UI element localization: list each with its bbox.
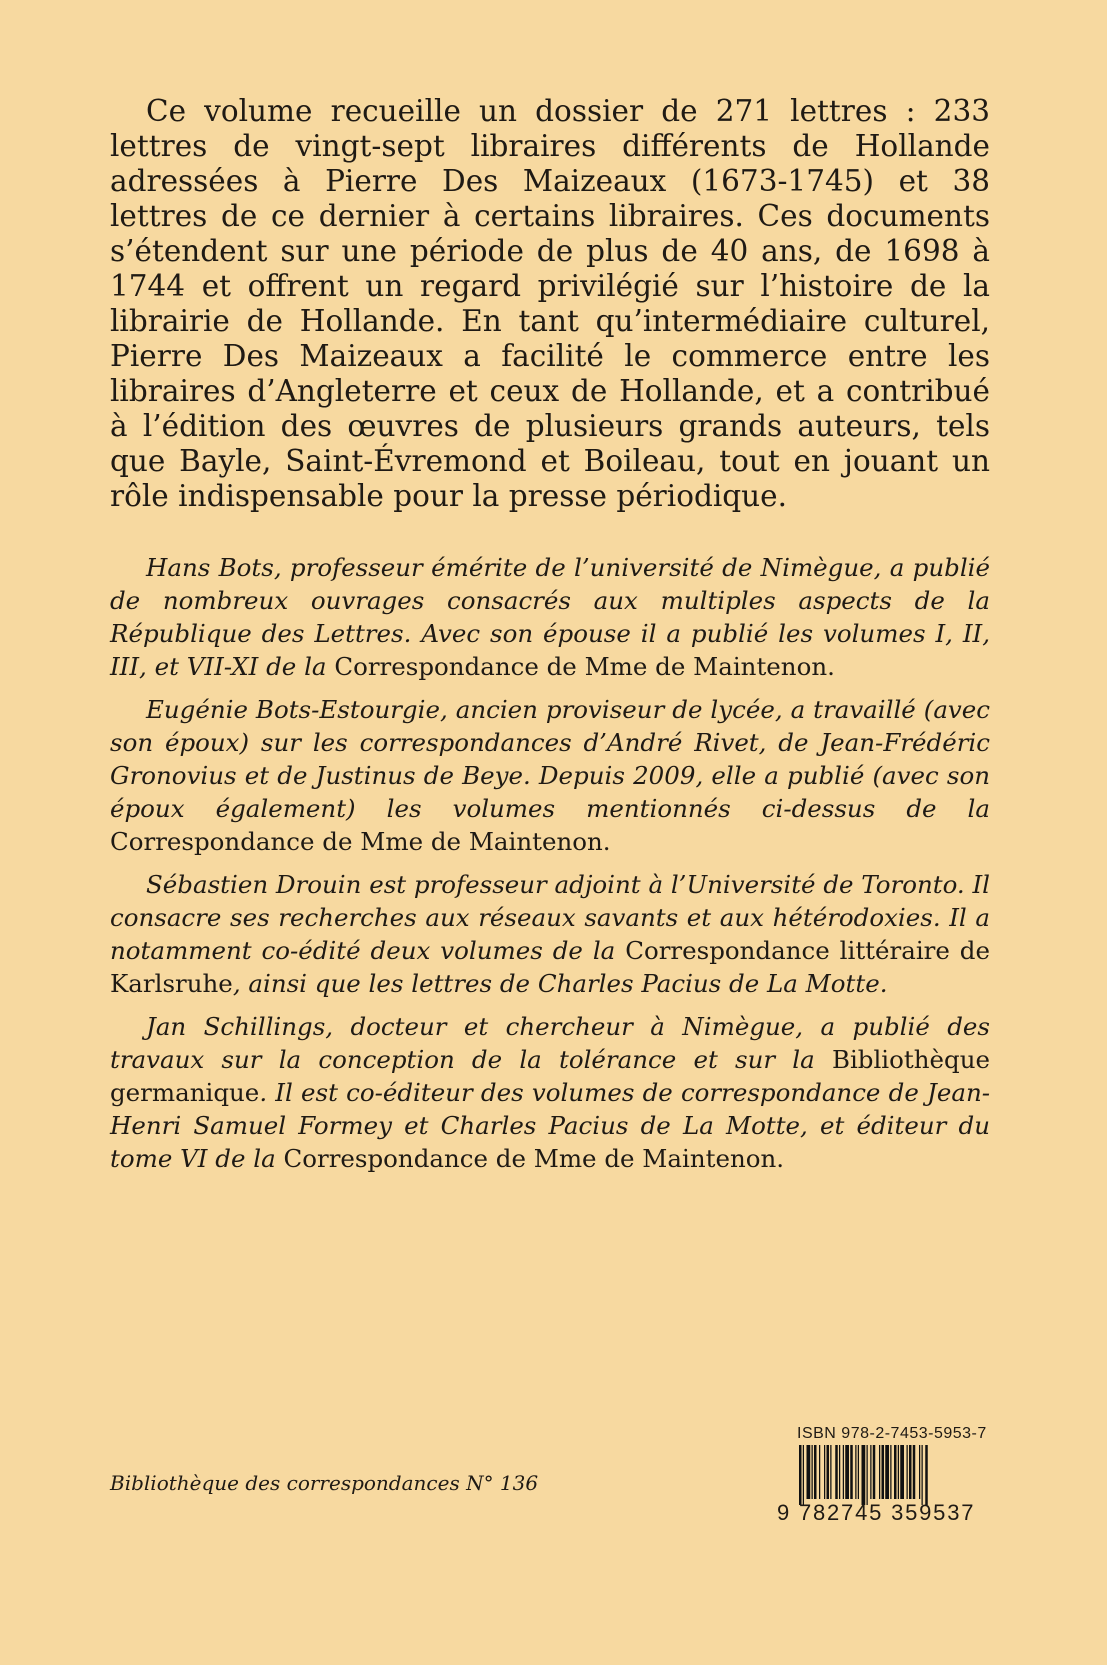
barcode-bar bbox=[867, 1445, 868, 1505]
bio-text-mid: . Il est co-éditeur des volumes de correspondance de Jean-Henri Samuel Formey et Charles Pacius de La Motte, et éditeur du tome VI de la bbox=[110, 1078, 990, 1173]
bio-work-title: Correspondance de Mme de Maintenon bbox=[334, 652, 828, 681]
bio-text-end: . bbox=[776, 1144, 785, 1173]
barcode-icon bbox=[797, 1445, 997, 1505]
barcode-bar bbox=[900, 1445, 904, 1499]
barcode-bar bbox=[922, 1445, 923, 1505]
bio-work-title: Correspondance littéraire de Karlsruhe bbox=[110, 936, 990, 998]
bio-jan-schillings bbox=[110, 1010, 990, 1175]
bio-text-end: . bbox=[602, 827, 611, 856]
bio-text-end: , ainsi que les lettres de Charles Pacius de La Motte. bbox=[232, 969, 888, 998]
bio-eugenie-bots-estourgie bbox=[110, 693, 990, 858]
barcode-bar bbox=[885, 1445, 889, 1499]
author-bios bbox=[110, 551, 990, 1185]
barcode-bar bbox=[830, 1445, 831, 1499]
bio-work-title: Correspondance de Mme de Maintenon bbox=[110, 827, 603, 856]
barcode-bar bbox=[814, 1445, 817, 1499]
barcode-bar bbox=[909, 1445, 912, 1499]
series-label: Bibliothèque des correspondances N° 136 bbox=[110, 1471, 539, 1495]
barcode-bar bbox=[812, 1445, 813, 1499]
bio-text: Hans Bots, professeur émérite de l’université de Nimègue, a publié de nombreux ouvrages consacrés aux multiples aspects de la République des Lettres. Avec son épouse il a publié les volumes I, II, III, et VII-XI de la bbox=[110, 553, 990, 681]
bio-text: Sébastien Drouin est professeur adjoint à l’Université de Toronto. Il consacre ses recherches aux réseaux savants et aux hétérodoxies. Il a notamment co-édité deux volumes de la bbox=[110, 870, 990, 965]
barcode-bar bbox=[850, 1445, 853, 1499]
barcode-bar bbox=[845, 1445, 849, 1499]
barcode-bar bbox=[907, 1445, 908, 1499]
barcode-bar bbox=[827, 1445, 830, 1499]
bio-sebastien-drouin bbox=[110, 868, 990, 1000]
back-cover-blurb: Ce volume recueille un dossier de 271 lettres : 233 lettres de vingt-sept libraires différents de Hollande adressées à Pierre Des Maizeaux (1673-1745) et 38 lettres de ce dernier à certains libraires. Ces documents s’étendent sur une période de plus de 40 ans, de 1698 à 1744 et offrent un regard privilégié sur l’histoire de la librairie de Hollande. En tant qu’intermédiaire culturel, Pierre Des Maizeaux a facilité le commerce entre les libraires d’Angleterre et ceux de Hollande, et a contribué à l’édition des œuvres de plusieurs grands auteurs, tels que Bayle, Saint-Évremond et Boileau, tout en jouant un rôle indispensable pour la presse périodique. bbox=[110, 94, 990, 513]
barcode-bar bbox=[894, 1445, 897, 1499]
barcode-bar bbox=[882, 1445, 885, 1499]
bio-hans-bots bbox=[110, 551, 990, 683]
bio-work-title: Bibliothèque germanique bbox=[110, 1045, 990, 1107]
barcode-bar bbox=[807, 1445, 811, 1499]
barcode-bar bbox=[879, 1445, 880, 1499]
barcode-bar bbox=[824, 1445, 825, 1499]
barcode-bar bbox=[913, 1445, 916, 1499]
barcode-bar bbox=[862, 1445, 866, 1505]
barcode-bar bbox=[890, 1445, 891, 1499]
barcode-bar bbox=[873, 1445, 876, 1499]
barcode-bar bbox=[803, 1445, 804, 1505]
barcode-bar bbox=[898, 1445, 899, 1499]
barcode-bar bbox=[919, 1445, 920, 1499]
barcode-bar bbox=[839, 1445, 840, 1499]
barcode-bar bbox=[925, 1445, 928, 1505]
barcode-bar bbox=[819, 1445, 820, 1499]
barcode-bar bbox=[858, 1445, 859, 1499]
bio-text-end: . bbox=[827, 652, 835, 681]
isbn-label: ISBN 978-2-7453-5953-7 bbox=[797, 1425, 987, 1442]
bio-text: Eugénie Bots-Estourgie, ancien proviseur de lycée, a travaillé (avec son époux) sur les correspondances d’André Rivet, de Jean-Frédéric Gronovius et de Justinus de Beye. Depuis 2009, elle a publié (avec son époux également) les volumes mentionnés ci-dessus de la bbox=[110, 695, 990, 823]
barcode-bar bbox=[855, 1445, 856, 1499]
isbn-barcode-block bbox=[777, 1425, 997, 1525]
barcode-bar bbox=[843, 1445, 844, 1499]
bio-work-title-2: Correspondance de Mme de Maintenon bbox=[283, 1144, 777, 1173]
barcode-bar bbox=[870, 1445, 871, 1499]
bio-text: Jan Schillings, docteur et chercheur à Nimègue, a publié des travaux sur la conception de la tolérance et sur la bbox=[110, 1012, 990, 1074]
barcode-bar bbox=[799, 1445, 802, 1505]
barcode-bar bbox=[835, 1445, 838, 1499]
isbn-digits: 9 782745 359537 bbox=[777, 1500, 976, 1525]
